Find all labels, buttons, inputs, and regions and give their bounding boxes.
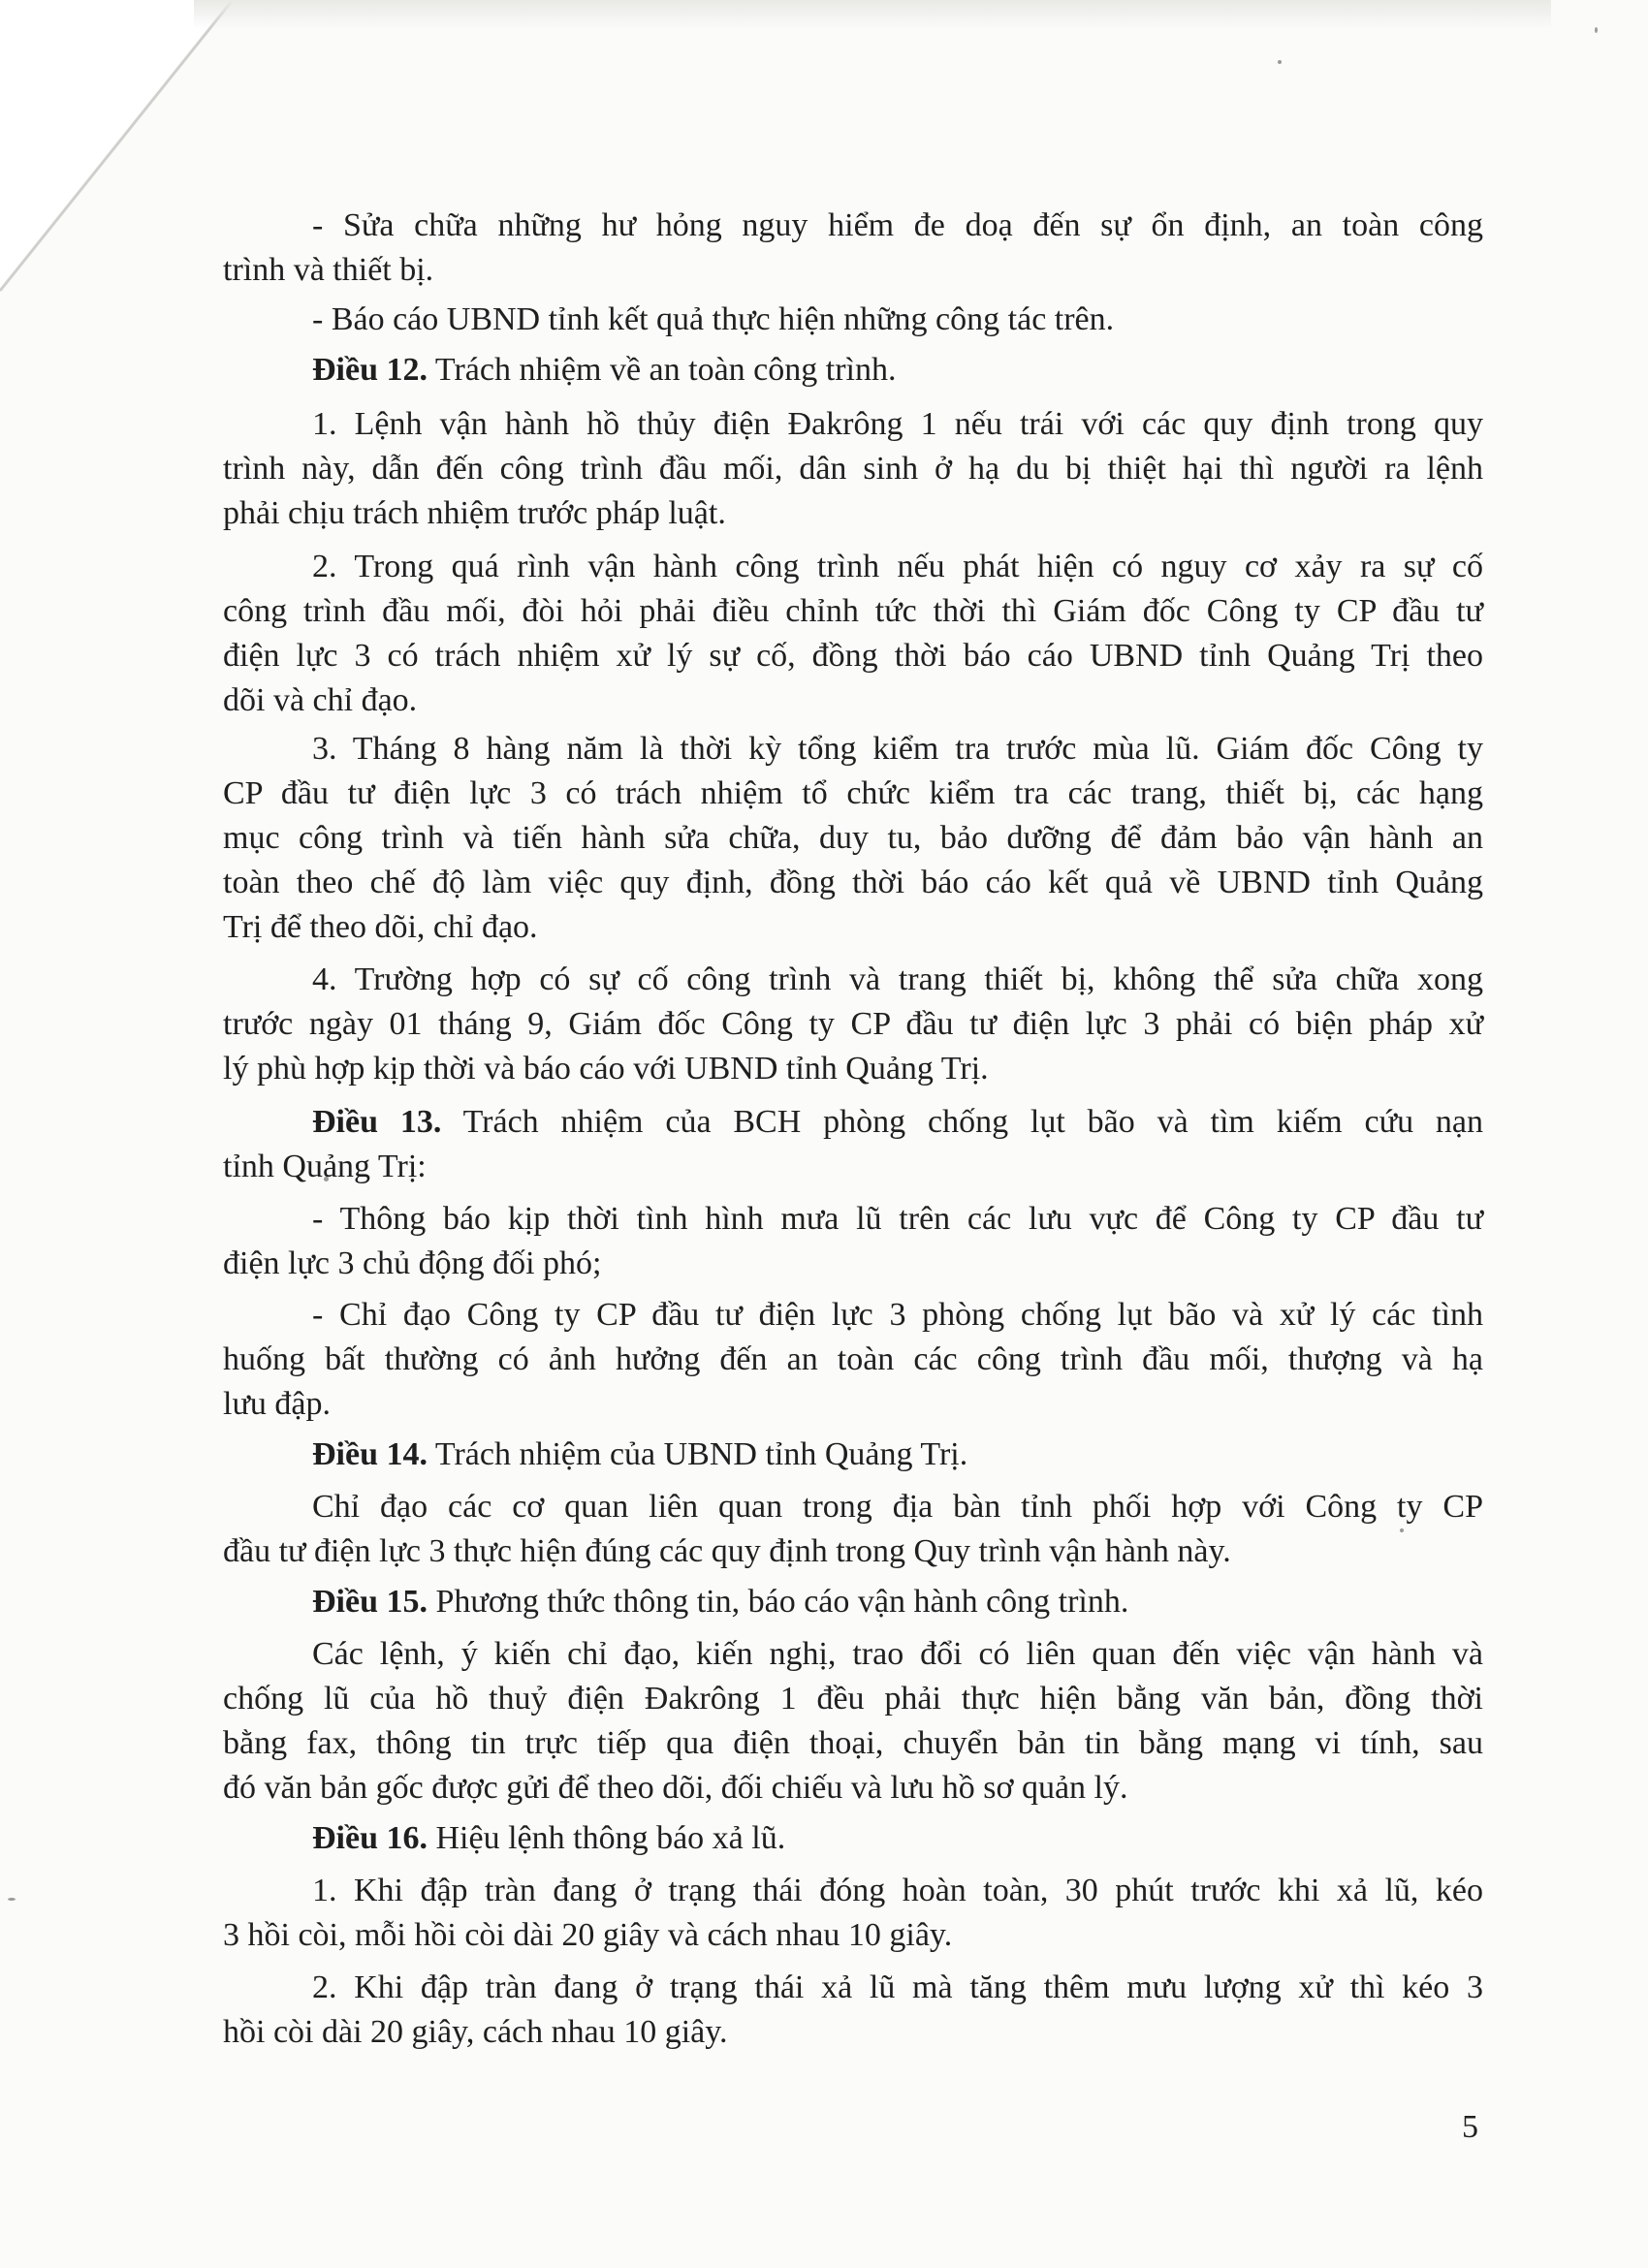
text-line: Chỉ đạo các cơ quan liên quan trong địa bàn tỉnh phối hợp với Công ty CP <box>312 1489 1483 1525</box>
article-12-heading <box>312 348 1483 393</box>
text-line: đầu tư điện lực 3 thực hiện đúng các quy định trong Quy trình vận hành này. <box>223 1533 1231 1569</box>
text-line: hồi còi dài 20 giây, cách nhau 10 giây. <box>223 2014 728 2050</box>
text-line: bằng fax, thông tin trực tiếp qua điện thoại, chuyển bản tin bằng mạng vi tính, sau <box>223 1725 1483 1761</box>
text-line: Trị để theo dõi, chỉ đạo. <box>223 909 538 945</box>
article-title: Phương thức thông tin, báo cáo vận hành công trình. <box>435 1584 1129 1620</box>
text-line: phải chịu trách nhiệm trước pháp luật. <box>223 495 726 531</box>
article-16-heading <box>312 1816 1483 1861</box>
article-label: Điều 12. <box>312 352 428 388</box>
text-line: chống lũ của hồ thuỷ điện Đakrông 1 đều phải thực hiện bằng văn bản, đồng thời <box>223 1681 1483 1717</box>
article-13-heading <box>312 1100 1483 1145</box>
text-line: 1. Lệnh vận hành hồ thủy điện Đakrông 1 nếu trái với các quy định trong quy <box>312 406 1483 442</box>
text-line: trình này, dẫn đến công trình đầu mối, dân sinh ở hạ du bị thiệt hại thì người ra lệnh <box>223 451 1483 487</box>
text-line: lý phù hợp kịp thời và báo cáo với UBND tỉnh Quảng Trị. <box>223 1051 989 1087</box>
text-line: 4. Trường hợp có sự cố công trình và trang thiết bị, không thể sửa chữa xong <box>312 961 1483 997</box>
text-line: trước ngày 01 tháng 9, Giám đốc Công ty CP đầu tư điện lực 3 phải có biện pháp xử <box>223 1006 1483 1042</box>
text-line: dõi và chỉ đạo. <box>223 682 418 718</box>
text-line: điện lực 3 có trách nhiệm xử lý sự cố, đồng thời báo cáo UBND tỉnh Quảng Trị theo <box>223 638 1483 674</box>
text-line: CP đầu tư điện lực 3 có trách nhiệm tổ chức kiểm tra các trang, thiết bị, các hạng <box>223 775 1483 811</box>
article-title: Trách nhiệm về an toàn công trình. <box>434 352 897 388</box>
text-line: - Báo cáo UBND tỉnh kết quả thực hiện những công tác trên. <box>312 301 1115 337</box>
text-line: huống bất thường có ảnh hưởng đến an toàn các công trình đầu mối, thượng và hạ <box>223 1341 1483 1377</box>
text-line: công trình đầu mối, đòi hỏi phải điều chỉnh tức thời thì Giám đốc Công ty CP đầu tư <box>223 593 1483 629</box>
article-label: Điều 15. <box>312 1584 428 1620</box>
text-line: 3 hồi còi, mỗi hồi còi dài 20 giây và cách nhau 10 giây. <box>223 1917 953 1953</box>
text-line: 2. Khi đập tràn đang ở trạng thái xả lũ mà tăng thêm mưu lượng xử thì kéo 3 <box>312 1969 1483 2005</box>
text-line: - Chỉ đạo Công ty CP đầu tư điện lực 3 phòng chống lụt bão và xử lý các tình <box>312 1297 1483 1333</box>
text-line: lưu đập. <box>223 1386 331 1422</box>
text-line: điện lực 3 chủ động đối phó; <box>223 1245 602 1281</box>
article-label: Điều 16. <box>312 1820 428 1856</box>
text-line: mục công trình và tiến hành sửa chữa, duy tu, bảo dưỡng để đảm bảo vận hành an <box>223 820 1483 856</box>
text-line: - Sửa chữa những hư hỏng nguy hiểm đe doạ đến sự ổn định, an toàn công <box>312 207 1483 243</box>
article-label: Điều 13. <box>312 1104 442 1140</box>
text-line: trình và thiết bị. <box>223 252 434 288</box>
text-line: toàn theo chế độ làm việc quy định, đồng thời báo cáo kết quả về UBND tỉnh Quảng <box>223 865 1483 900</box>
text-line: Các lệnh, ý kiến chỉ đạo, kiến nghị, trao đổi có liên quan đến việc vận hành và <box>312 1636 1483 1672</box>
article-title: Hiệu lệnh thông báo xả lũ. <box>435 1820 786 1856</box>
text-line: đó văn bản gốc được gửi để theo dõi, đối chiếu và lưu hồ sơ quản lý. <box>223 1770 1128 1806</box>
text-line: 3. Tháng 8 hàng năm là thời kỳ tổng kiểm tra trước mùa lũ. Giám đốc Công ty <box>312 731 1483 767</box>
article-title: Trách nhiệm của BCH phòng chống lụt bão và tìm kiếm cứu nạn <box>462 1104 1484 1140</box>
text-line: - Thông báo kịp thời tình hình mưa lũ trên các lưu vực để Công ty CP đầu tư <box>312 1201 1483 1237</box>
article-label: Điều 14. <box>312 1436 428 1472</box>
article-15-heading <box>312 1580 1483 1624</box>
text-line: 2. Trong quá rình vận hành công trình nếu phát hiện có nguy cơ xảy ra sự cố <box>312 549 1483 584</box>
text-line: tỉnh Quảng Trị: <box>223 1149 427 1184</box>
page-number: 5 <box>1462 2109 1478 2145</box>
article-title: Trách nhiệm của UBND tỉnh Quảng Trị. <box>434 1436 968 1472</box>
text-line: 1. Khi đập tràn đang ở trạng thái đóng hoàn toàn, 30 phút trước khi xả lũ, kéo <box>312 1873 1483 1908</box>
article-14-heading <box>312 1433 1483 1477</box>
